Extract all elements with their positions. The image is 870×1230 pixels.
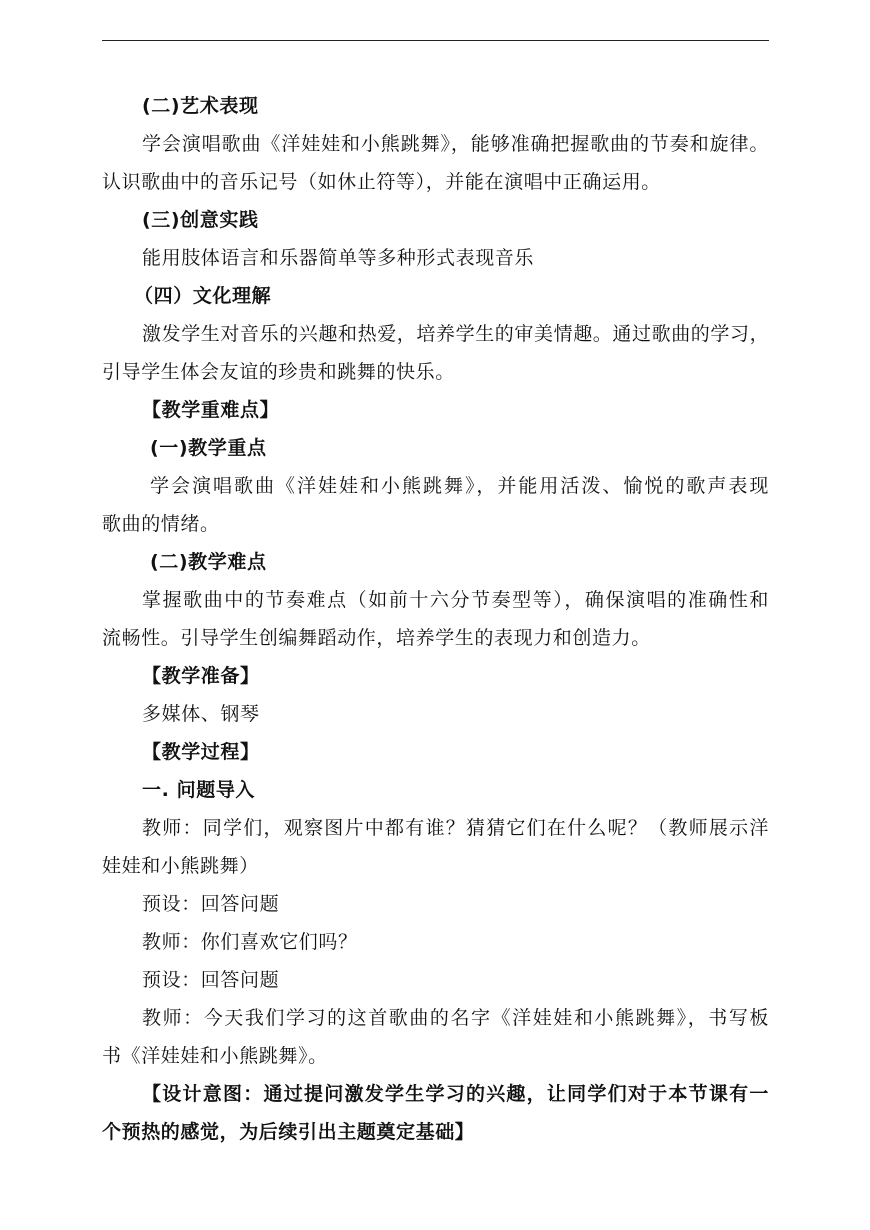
step-heading: 一. 问题导入 xyxy=(142,779,256,801)
title-process: 【教学过程】 xyxy=(142,741,260,763)
paragraph-line: 学会演唱歌曲《洋娃娃和小熊跳舞》，并能用活泼、愉悦的歌声表现 xyxy=(150,475,769,497)
dialogue-line: 教师：你们喜欢它们吗？ xyxy=(142,931,358,953)
paragraph-line: 引导学生体会友谊的珍贵和跳舞的快乐。 xyxy=(102,361,455,383)
dialogue-line: 预设：回答问题 xyxy=(142,893,280,915)
paragraph-line: 掌握歌曲中的节奏难点（如前十六分节奏型等），确保演唱的准确性和 xyxy=(142,589,769,611)
heading-key-points: (一)教学重点 xyxy=(150,437,267,459)
paragraph-line: 能用肢体语言和乐器简单等多种形式表现音乐 xyxy=(142,247,535,269)
header-rule xyxy=(102,40,769,41)
dialogue-line: 教师：今天我们学习的这首歌曲的名字《洋娃娃和小熊跳舞》，书写板 xyxy=(142,1007,769,1029)
design-intent-line: 个预热的感觉，为后续引出主题奠定基础】 xyxy=(102,1121,475,1143)
paragraph-line: 认识歌曲中的音乐记号（如休止符等），并能在演唱中正确运用。 xyxy=(102,171,661,193)
section-heading-art: (二)艺术表现 xyxy=(142,95,259,117)
heading-difficult-points: (二)教学难点 xyxy=(150,551,267,573)
section-heading-culture: （四）文化理解 xyxy=(134,285,272,307)
dialogue-line: 娃娃和小熊跳舞） xyxy=(102,855,259,877)
design-intent-line: 【设计意图：通过提问激发学生学习的兴趣，让同学们对于本节课有一 xyxy=(142,1083,769,1105)
dialogue-line: 教师：同学们，观察图片中都有谁？猜猜它们在什么呢？（教师展示洋 xyxy=(142,817,769,839)
title-key-difficult: 【教学重难点】 xyxy=(142,399,280,421)
paragraph-line: 学会演唱歌曲《洋娃娃和小熊跳舞》，能够准确把握歌曲的节奏和旋律。 xyxy=(142,133,769,155)
paragraph-line: 激发学生对音乐的兴趣和热爱，培养学生的审美情趣。通过歌曲的学习， xyxy=(142,323,770,345)
paragraph-line: 歌曲的情绪。 xyxy=(102,513,220,535)
paragraph-line: 流畅性。引导学生创编舞蹈动作，培养学生的表现力和创造力。 xyxy=(102,627,651,649)
dialogue-line: 书《洋娃娃和小熊跳舞》。 xyxy=(102,1045,328,1067)
dialogue-line: 预设：回答问题 xyxy=(142,969,280,991)
title-preparation: 【教学准备】 xyxy=(142,665,260,687)
section-heading-creative: (三)创意实践 xyxy=(142,209,259,231)
preparation-text: 多媒体、钢琴 xyxy=(142,703,260,725)
